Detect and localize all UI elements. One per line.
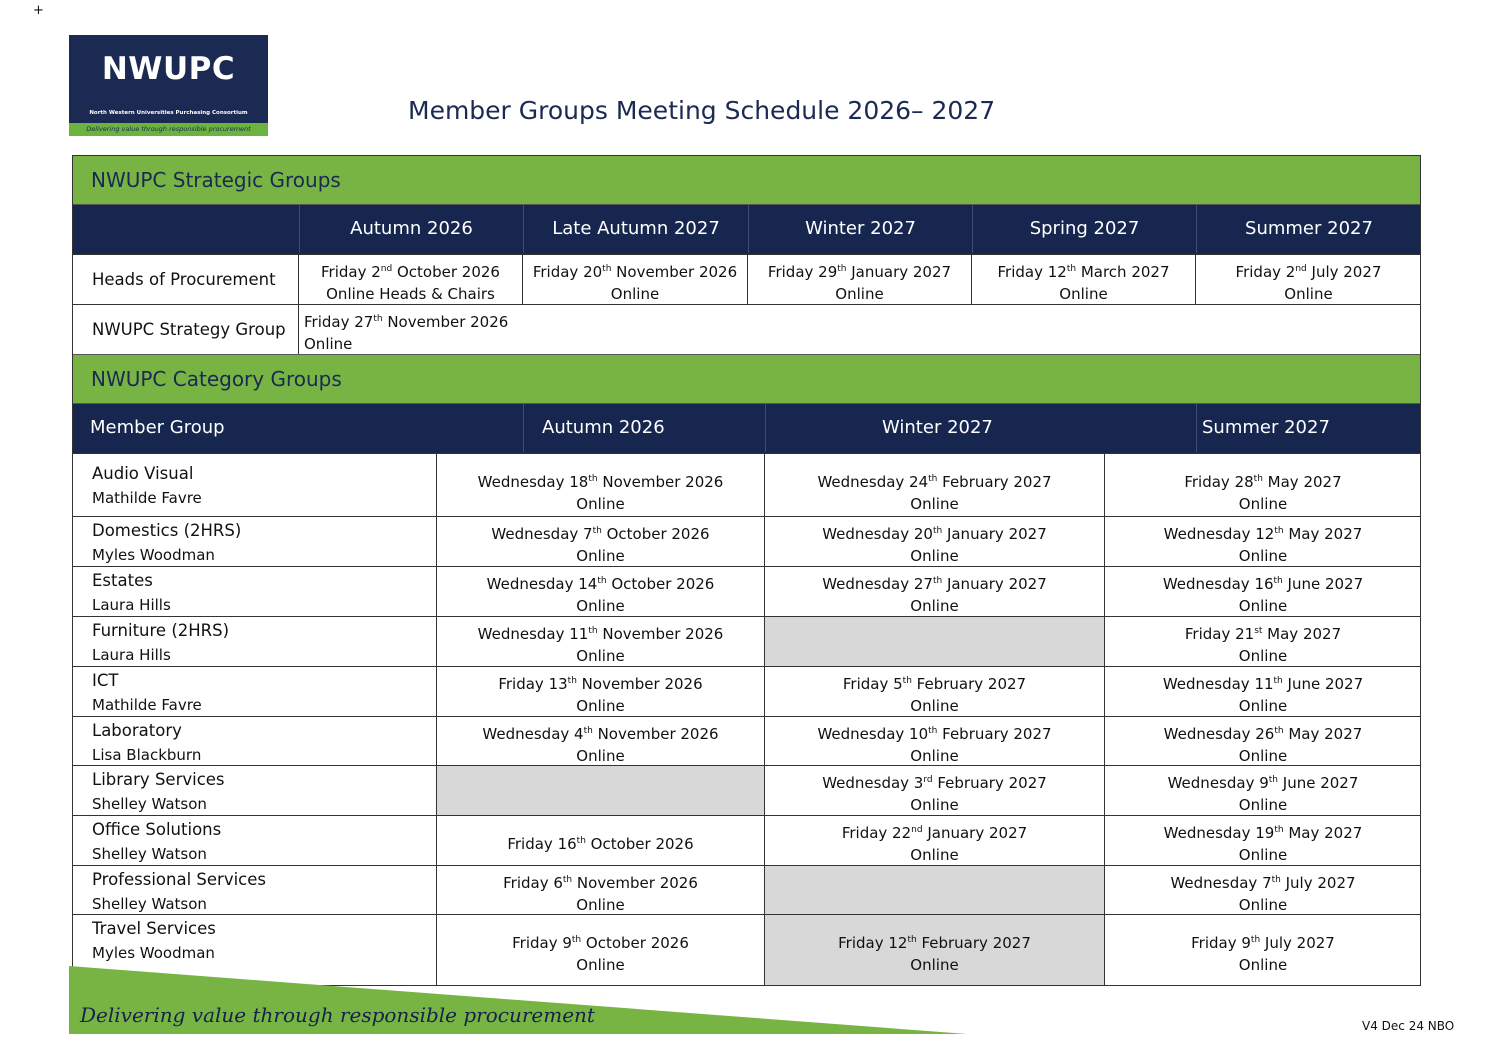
meeting-date — [1105, 570, 1421, 595]
date-day: Friday 22 — [841, 824, 912, 842]
category-summer-cell — [1105, 766, 1421, 815]
date-rest: June 2027 — [1278, 774, 1359, 792]
category-col-label: Autumn 2026 — [542, 417, 665, 438]
date-rest: January 2027 — [846, 263, 952, 281]
member-group-cell — [72, 667, 437, 716]
meeting-date — [437, 520, 764, 545]
strategic-col-label: Summer 2027 — [1245, 218, 1373, 239]
category-header-divider — [523, 404, 524, 452]
member-group-name: Domestics (2HRS) — [92, 521, 242, 540]
meeting-mode: Online — [910, 846, 959, 864]
footer-tagline: Delivering value through responsible procurement — [80, 1003, 595, 1027]
member-group-lead: Shelley Watson — [92, 845, 207, 863]
meeting-mode: Online — [304, 335, 353, 353]
member-group-lead: Laura Hills — [92, 646, 171, 664]
date-ordinal: th — [1250, 935, 1261, 945]
category-summer-cell — [1105, 816, 1421, 865]
page-title: Member Groups Meeting Schedule 2026– 2027 — [408, 96, 996, 125]
date-ordinal: th — [562, 875, 573, 885]
date-ordinal: th — [592, 526, 602, 536]
strategic-group-name: NWUPC Strategy Group — [92, 320, 286, 339]
meeting-mode: Online — [1238, 547, 1288, 565]
category-winter-cell — [765, 766, 1105, 815]
member-group-lead: Myles Woodman — [92, 546, 215, 564]
schedule-table — [72, 155, 1421, 986]
date-day: Friday 13 — [498, 675, 568, 693]
date-rest: November 2026 — [572, 874, 698, 892]
member-group-name: Laboratory — [92, 721, 182, 740]
strategic-date-cell — [299, 255, 523, 304]
date-ordinal: th — [1253, 473, 1263, 484]
meeting-date — [1105, 929, 1421, 954]
category-summer-cell — [1105, 667, 1421, 716]
date-ordinal: th — [588, 473, 598, 484]
strategic-col-label: Autumn 2026 — [350, 218, 473, 239]
date-rest: February 2027 — [932, 774, 1047, 792]
category-row — [72, 815, 1421, 865]
meeting-date — [437, 468, 764, 493]
strategic-col-header — [748, 205, 972, 253]
date-rest: October 2026 — [606, 575, 715, 593]
category-row — [72, 566, 1421, 616]
date-day: Wednesday 24 — [817, 472, 929, 491]
strategic-row — [72, 304, 1421, 354]
date-ordinal: th — [1268, 775, 1278, 785]
category-winter-cell — [765, 617, 1105, 666]
meeting-mode: Online — [1238, 697, 1288, 715]
date-day: Friday 6 — [503, 874, 563, 892]
date-ordinal: th — [571, 935, 582, 945]
date-rest: February 2027 — [937, 472, 1052, 491]
category-winter-cell — [765, 816, 1105, 865]
date-ordinal: th — [837, 264, 847, 274]
date-day: Wednesday 19 — [1163, 824, 1275, 842]
date-rest: November 2026 — [611, 263, 738, 281]
category-row — [72, 716, 1421, 765]
meeting-mode: Online — [576, 697, 625, 715]
date-ordinal: th — [1271, 875, 1281, 885]
meeting-mode: Online Heads & Chairs — [326, 285, 495, 303]
date-rest: February 2027 — [916, 934, 1031, 952]
date-rest: January 2027 — [942, 575, 1047, 593]
meeting-mode: Online — [576, 597, 625, 615]
category-row — [72, 516, 1421, 566]
date-ordinal: th — [928, 473, 938, 484]
date-rest: November 2026 — [382, 313, 509, 331]
member-group-name: Estates — [92, 571, 153, 590]
member-group-cell — [72, 454, 437, 516]
meeting-mode: Online — [576, 494, 625, 513]
meeting-mode: Online — [910, 597, 959, 615]
meeting-mode: Online — [835, 285, 884, 303]
meeting-date — [765, 769, 1104, 794]
date-ordinal: th — [932, 526, 943, 536]
strategic-group-cell — [72, 255, 299, 304]
category-col-label: Winter 2027 — [882, 417, 993, 438]
category-groups-heading: NWUPC Category Groups — [91, 367, 342, 391]
date-ordinal: th — [1273, 576, 1283, 586]
date-rest: February 2027 — [911, 675, 1027, 693]
category-row — [72, 616, 1421, 666]
date-day: Friday 20 — [532, 263, 603, 281]
category-autumn-cell — [437, 766, 765, 815]
date-day: Friday 12 — [838, 934, 908, 952]
date-ordinal: th — [932, 576, 943, 586]
member-group-cell — [72, 617, 437, 666]
meeting-date — [437, 670, 764, 695]
meeting-mode: Online — [1238, 956, 1288, 974]
strategic-row — [72, 254, 1421, 304]
member-group-cell — [72, 816, 437, 865]
date-day: Wednesday 16 — [1162, 575, 1274, 593]
member-group-cell — [72, 517, 437, 566]
category-header-divider — [765, 404, 766, 452]
category-autumn-cell — [437, 816, 765, 865]
member-group-name: Office Solutions — [92, 820, 222, 839]
date-rest: October 2026 — [601, 525, 710, 543]
meeting-date — [765, 670, 1104, 695]
strategic-date-cell — [299, 305, 1421, 354]
logo-tagline: Delivering value through responsible procurement — [69, 123, 268, 136]
date-rest: May 2027 — [1262, 625, 1342, 643]
meeting-mode: Online — [1238, 597, 1288, 615]
meeting-mode: Online — [576, 747, 625, 765]
strategic-groups-band — [72, 155, 1421, 205]
meeting-mode: Online — [1238, 896, 1288, 914]
date-day: Wednesday 14 — [486, 575, 598, 593]
date-day: Wednesday 10 — [817, 725, 929, 743]
date-rest: November 2026 — [597, 625, 724, 643]
meeting-date — [1105, 670, 1421, 695]
member-group-lead: Lisa Blackburn — [92, 746, 202, 764]
category-winter-cell — [765, 517, 1105, 566]
meeting-mode: Online — [910, 547, 959, 565]
strategic-date-cell — [1196, 255, 1421, 304]
date-day: Wednesday 12 — [1163, 525, 1275, 543]
strategic-col-header — [299, 205, 523, 253]
version-label: V4 Dec 24 NBO — [1362, 1019, 1455, 1033]
date-day: Wednesday 20 — [822, 525, 933, 543]
category-summer-cell — [1105, 915, 1421, 986]
meeting-mode: Online — [1059, 285, 1108, 303]
category-summer-cell — [1105, 454, 1421, 516]
date-ordinal: th — [1274, 726, 1284, 736]
date-ordinal: th — [907, 935, 917, 945]
meeting-date — [765, 929, 1104, 954]
date-rest: October 2026 — [392, 263, 500, 281]
date-day: Friday 9 — [1191, 934, 1251, 952]
meeting-date — [437, 929, 764, 954]
member-group-lead: Mathilde Favre — [92, 489, 202, 507]
date-ordinal: th — [373, 314, 383, 324]
category-autumn-cell — [437, 866, 765, 914]
strategic-date-cell — [748, 255, 972, 304]
meeting-date — [1105, 769, 1421, 794]
meeting-mode: Online — [910, 747, 959, 765]
date-rest: July 2027 — [1260, 934, 1335, 952]
date-ordinal: th — [928, 726, 938, 736]
category-winter-cell — [765, 866, 1105, 914]
meeting-date — [523, 258, 747, 283]
date-day: Wednesday 18 — [477, 472, 589, 491]
date-rest: January 2027 — [922, 824, 1028, 842]
category-autumn-cell — [437, 617, 765, 666]
category-autumn-cell — [437, 454, 765, 516]
date-rest: October 2026 — [581, 934, 689, 952]
logo-name: NWUPC — [101, 51, 236, 87]
category-header-divider — [1196, 404, 1197, 452]
date-day: Wednesday 26 — [1163, 725, 1275, 743]
date-day: Friday 28 — [1184, 472, 1254, 491]
category-autumn-cell — [437, 517, 765, 566]
member-group-name: Travel Services — [92, 919, 216, 938]
date-ordinal: th — [1274, 825, 1284, 835]
category-row — [72, 865, 1421, 914]
category-autumn-cell — [437, 667, 765, 716]
meeting-mode: Online — [1284, 285, 1333, 303]
meeting-mode: Online — [910, 796, 959, 814]
meeting-mode: Online — [576, 956, 625, 974]
category-row — [72, 765, 1421, 815]
date-rest: October 2026 — [585, 835, 694, 853]
date-rest: January 2027 — [942, 525, 1047, 543]
meeting-date — [1196, 258, 1421, 283]
meeting-date — [748, 258, 971, 283]
meeting-date — [1105, 520, 1421, 545]
date-rest: February 2027 — [937, 725, 1052, 743]
member-group-lead: Shelley Watson — [92, 795, 207, 813]
strategic-col-header — [523, 205, 748, 253]
category-winter-cell — [765, 667, 1105, 716]
category-winter-cell — [765, 454, 1105, 516]
member-group-cell — [72, 766, 437, 815]
member-group-lead: Myles Woodman — [92, 944, 215, 962]
meeting-date — [437, 570, 764, 595]
strategic-groups-heading: NWUPC Strategic Groups — [91, 168, 341, 192]
member-group-name: Library Services — [92, 770, 225, 789]
date-rest: May 2027 — [1283, 824, 1363, 842]
date-day: Wednesday 7 — [1170, 874, 1272, 892]
logo-subtitle: North Western Universities Purchasing Consortium — [89, 110, 248, 116]
category-summer-cell — [1105, 517, 1421, 566]
meeting-date — [437, 720, 764, 745]
date-day: Friday 12 — [997, 263, 1067, 281]
member-group-name: Audio Visual — [92, 464, 194, 483]
meeting-date — [1105, 869, 1421, 894]
date-rest: May 2027 — [1283, 725, 1363, 743]
category-winter-cell — [765, 567, 1105, 616]
date-rest: November 2026 — [592, 725, 719, 743]
date-rest: July 2027 — [1306, 263, 1382, 281]
meeting-date — [437, 830, 764, 855]
meeting-mode: Online — [910, 956, 959, 974]
category-autumn-cell — [437, 567, 765, 616]
strategic-col-label: Spring 2027 — [1029, 218, 1140, 239]
category-header-row — [72, 404, 1421, 453]
category-summer-cell — [1105, 866, 1421, 914]
category-groups-band — [72, 354, 1421, 404]
meeting-date — [304, 308, 1421, 333]
meeting-date — [299, 258, 522, 283]
strategic-group-name: Heads of Procurement — [92, 270, 276, 289]
date-day: Wednesday 11 — [477, 625, 589, 643]
meeting-mode: Online — [576, 896, 625, 914]
category-summer-cell — [1105, 567, 1421, 616]
category-row — [72, 453, 1421, 516]
date-rest: July 2027 — [1280, 874, 1356, 892]
date-day: Friday 9 — [512, 934, 572, 952]
meeting-mode: Online — [910, 494, 959, 513]
meeting-mode: Online — [1238, 846, 1288, 864]
nwupc-logo — [69, 35, 268, 136]
meeting-mode: Online — [576, 547, 625, 565]
date-day: Friday 16 — [507, 835, 577, 853]
date-ordinal: th — [583, 726, 593, 736]
strategic-group-cell — [72, 305, 299, 354]
meeting-date — [765, 819, 1104, 844]
date-day: Wednesday 27 — [822, 575, 933, 593]
meeting-date — [437, 620, 764, 645]
strategic-col-header — [1196, 205, 1421, 253]
member-group-lead: Laura Hills — [92, 596, 171, 614]
strategic-date-cell — [972, 255, 1196, 304]
meeting-date — [765, 720, 1104, 745]
member-group-lead: Shelley Watson — [92, 895, 207, 913]
date-ordinal: nd — [1295, 264, 1307, 274]
date-ordinal: rd — [923, 775, 933, 785]
date-day: Wednesday 9 — [1167, 774, 1269, 792]
date-rest: May 2027 — [1262, 472, 1342, 491]
strategic-col-label: Winter 2027 — [805, 218, 916, 239]
date-day: Wednesday 3 — [822, 774, 924, 792]
meeting-date — [765, 520, 1104, 545]
date-rest: June 2027 — [1282, 575, 1364, 593]
date-ordinal: nd — [380, 264, 393, 274]
date-ordinal: th — [576, 836, 586, 846]
category-col-label: Summer 2027 — [1202, 417, 1330, 438]
meeting-date — [1105, 819, 1421, 844]
date-day: Friday 5 — [842, 675, 903, 693]
meeting-mode: Online — [1238, 796, 1288, 814]
date-rest: May 2027 — [1283, 525, 1363, 543]
member-group-cell — [72, 567, 437, 616]
meeting-date — [1105, 720, 1421, 745]
date-rest: June 2027 — [1282, 675, 1364, 693]
member-group-lead: Mathilde Favre — [92, 696, 202, 714]
member-group-cell — [72, 866, 437, 914]
meeting-mode: Online — [1238, 647, 1288, 665]
strategic-col-label: Late Autumn 2027 — [552, 218, 720, 239]
date-ordinal: th — [1273, 676, 1283, 686]
date-rest: November 2026 — [576, 675, 703, 693]
strategic-col-header — [972, 205, 1196, 253]
date-rest: November 2026 — [597, 472, 724, 491]
meeting-mode: Online — [1238, 494, 1288, 513]
member-group-name: Furniture (2HRS) — [92, 621, 230, 640]
date-rest: March 2027 — [1076, 263, 1170, 281]
meeting-date — [437, 869, 764, 894]
meeting-date — [1105, 620, 1421, 645]
category-row — [72, 666, 1421, 716]
date-day: Friday 21 — [1184, 625, 1255, 643]
date-ordinal: th — [597, 576, 607, 586]
strategic-header-row — [72, 205, 1421, 254]
date-day: Friday 2 — [321, 263, 381, 281]
meeting-mode: Online — [910, 697, 959, 715]
date-day: Friday 27 — [304, 313, 374, 331]
date-ordinal: th — [602, 264, 612, 274]
date-ordinal: th — [1274, 526, 1284, 536]
date-day: Wednesday 4 — [482, 725, 584, 743]
meeting-date — [765, 468, 1104, 493]
member-group-name: ICT — [92, 671, 119, 690]
date-ordinal: nd — [911, 825, 923, 835]
meeting-date — [1105, 468, 1421, 493]
category-summer-cell — [1105, 617, 1421, 666]
meeting-mode: Online — [1238, 747, 1288, 765]
date-day: Friday 2 — [1235, 263, 1296, 281]
category-col-label: Member Group — [90, 417, 225, 438]
date-day: Friday 29 — [767, 263, 838, 281]
date-day: Wednesday 11 — [1162, 675, 1274, 693]
plus-mark: + — [33, 3, 44, 18]
date-ordinal: th — [902, 676, 912, 686]
date-ordinal: st — [1254, 626, 1263, 636]
meeting-mode: Online — [576, 647, 625, 665]
member-group-name: Professional Services — [92, 870, 266, 889]
category-autumn-cell — [437, 717, 765, 765]
meeting-mode: Online — [610, 285, 660, 303]
strategic-date-cell — [523, 255, 748, 304]
date-ordinal: th — [588, 626, 598, 636]
category-winter-cell — [765, 717, 1105, 765]
date-ordinal: th — [567, 676, 577, 686]
meeting-date — [765, 570, 1104, 595]
meeting-date — [972, 258, 1195, 283]
date-day: Wednesday 7 — [491, 525, 593, 543]
member-group-cell — [72, 717, 437, 765]
category-summer-cell — [1105, 717, 1421, 765]
date-ordinal: th — [1066, 264, 1077, 274]
